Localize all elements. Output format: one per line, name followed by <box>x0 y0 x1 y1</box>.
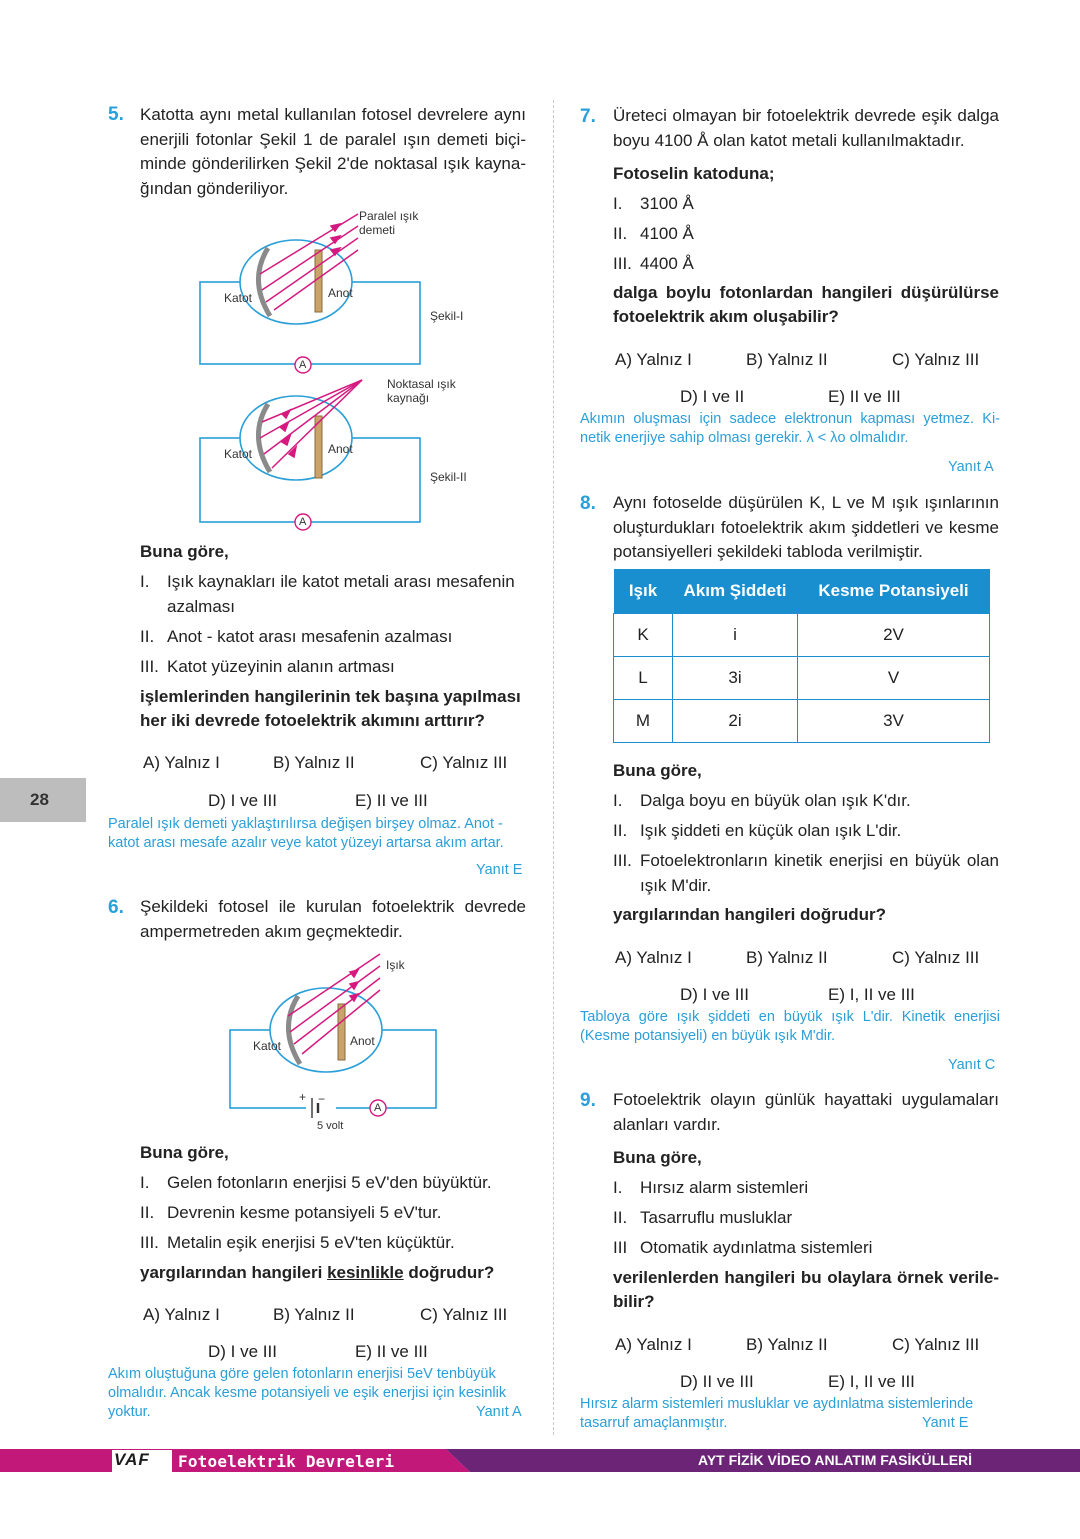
option-d[interactable]: D) I ve II <box>680 387 745 406</box>
question-line: fotoelektrik akım oluşabilir? <box>613 307 839 326</box>
stem: Fotoselin katoduna; <box>613 164 775 183</box>
anot-label: Anot <box>328 286 353 300</box>
option-b[interactable]: B) Yalnız II <box>746 350 828 369</box>
text-line: Katotta aynı metal kullanılan fotosel devrelere aynı <box>140 105 526 124</box>
question-line: verilenlerden hangileri bu olaylara örnek verile- <box>613 1268 999 1287</box>
item-numeral: II. <box>613 821 628 840</box>
stem: Buna göre, <box>140 542 229 561</box>
item-text: 4100 Å <box>640 224 694 243</box>
solution-line: Hırsız alarm sistemleri musluklar ve aydınlatma sistemlerinde <box>580 1396 974 1412</box>
option-a[interactable]: A) Yalnız I <box>615 948 692 967</box>
item-text: Hırsız alarm sistemleri <box>640 1178 809 1197</box>
solution-line: katot arası mesafe azalır veye katot yüzeyi artarsa akım artar. <box>108 835 504 851</box>
table-header: Kesme Potansiyeli <box>798 569 990 614</box>
table-cell: L <box>614 657 673 700</box>
item-text: Katot yüzeyinin alanın artması <box>167 657 395 676</box>
text-line: potansiyelleri şekildeki tabloda verilmiştir. <box>613 542 923 561</box>
table-header: Işık <box>614 569 673 614</box>
item-numeral: II. <box>613 1208 628 1227</box>
table-cell: 3i <box>673 657 798 700</box>
solution-line: olmalıdır. Ancak kesme potansiyeli ve eşik enerjisi için kesinlik <box>108 1385 507 1401</box>
anot-label: Anot <box>350 1034 375 1048</box>
option-b[interactable]: B) Yalnız II <box>273 1305 355 1324</box>
option-a[interactable]: A) Yalnız I <box>615 1335 692 1354</box>
question-number: 8. <box>580 493 596 514</box>
katot-label: Katot <box>253 1039 282 1053</box>
figure-caption: Şekil-I <box>430 309 464 323</box>
solution-line: netik enerjiye sahip olması gerekir. λ < λo olmalıdır. <box>580 430 909 446</box>
text-line: Üreteci olmayan bir fotoelektrik devrede eşik dalga <box>613 106 999 125</box>
option-d[interactable]: D) I ve III <box>680 985 749 1004</box>
solution-text <box>108 815 528 853</box>
anode-plate <box>315 250 322 312</box>
solution-text <box>580 1008 1000 1046</box>
answer-label: Yanıt E <box>922 1415 969 1431</box>
item-text: Metalin eşik enerjisi 5 eV'ten küçüktür. <box>167 1233 455 1252</box>
option-c[interactable]: C) Yalnız III <box>420 753 508 772</box>
stem: Buna göre, <box>613 1148 702 1167</box>
ammeter-label: A <box>299 516 307 528</box>
option-e[interactable]: E) I, II ve III <box>828 1372 915 1391</box>
text-line: Aynı fotoselde düşürülen K, L ve M ışık ışınlarının <box>613 493 999 512</box>
beam-label: Paralel ışık demeti <box>359 209 419 237</box>
solution-line: yoktur. <box>108 1404 151 1420</box>
table-cell: V <box>798 657 990 700</box>
item-numeral: I. <box>140 1173 150 1192</box>
vaf-logo: VAF <box>114 1450 150 1469</box>
source-label: Noktasal ışık kaynağı <box>387 377 456 405</box>
item-text: Işık kaynakları ile katot metali arası mesafenin <box>167 572 515 591</box>
ammeter-label: A <box>374 1102 382 1114</box>
chapter-title: Fotoelektrik Devreleri <box>178 1452 395 1471</box>
question-line: dalga boylu fotonlardan hangileri düşürülürse <box>613 283 999 302</box>
text-line: boyu 4100 Å olan katot metali kullanılmaktadır. <box>613 130 965 150</box>
question-text <box>140 103 526 201</box>
text-line: minde gönderilirken Şekil 2'de noktasal ışık kayna- <box>140 154 526 173</box>
column-divider <box>553 100 554 1435</box>
question-number: 7. <box>580 106 596 127</box>
item-numeral: II. <box>140 627 155 646</box>
option-a[interactable]: A) Yalnız I <box>615 350 692 369</box>
question-number: 9. <box>580 1090 596 1111</box>
option-c[interactable]: C) Yalnız III <box>892 1335 980 1354</box>
table-header: Akım Şiddeti <box>673 569 798 614</box>
item-numeral: III. <box>613 851 632 870</box>
item-numeral: III <box>613 1238 628 1257</box>
table-cell: M <box>614 700 673 743</box>
solution-line: Akım oluştuğuna göre gelen fotonların enerjisi 5eV tenbüyük <box>108 1366 496 1382</box>
option-e[interactable]: E) II ve III <box>355 791 428 810</box>
stem: Buna göre, <box>140 1143 229 1162</box>
item-text: Anot - katot arası mesafenin azalması <box>167 627 453 646</box>
question-text <box>140 895 526 944</box>
question-text <box>613 1088 999 1137</box>
question-text <box>613 491 999 565</box>
option-d[interactable]: D) I ve III <box>208 1342 277 1361</box>
table-cell: 3V <box>798 700 990 743</box>
anot-label: Anot <box>328 442 353 456</box>
question-part: doğrudur? <box>408 1263 495 1282</box>
question-line: her iki devrede fotoelektrik akımını arttırır? <box>140 711 485 730</box>
text-line: enerjili fotonlar Şekil 1 de paralel ışın demeti biçi- <box>140 129 526 149</box>
series-title: AYT FİZİK VİDEO ANLATIM FASİKÜLLERİ <box>698 1452 973 1468</box>
answer-label: Yanıt E <box>476 862 523 878</box>
battery-plus: + <box>299 1090 307 1104</box>
option-c[interactable]: C) Yalnız III <box>892 948 980 967</box>
text-line: alanları vardır. <box>613 1114 721 1134</box>
item-text: 3100 Å <box>640 194 694 213</box>
item-numeral: II. <box>140 1203 155 1222</box>
item-numeral: III. <box>613 254 632 273</box>
text-line: ğından gönderiliyor. <box>140 178 289 198</box>
solution-line: Akımın oluşması için sadece elektronun kapması yetmez. Ki- <box>580 411 1000 427</box>
data-table <box>613 569 990 743</box>
beam-label: Işık <box>386 958 405 972</box>
table-cell: 2i <box>673 700 798 743</box>
battery-label: 5 volt <box>317 1120 344 1132</box>
option-d[interactable]: D) II ve III <box>680 1372 754 1391</box>
question-line: işlemlerinden hangilerinin tek başına yapılması <box>140 687 521 706</box>
option-a[interactable]: A) Yalnız I <box>143 1305 220 1324</box>
table-row <box>614 614 990 657</box>
question-text <box>613 104 999 153</box>
item-numeral: I. <box>140 572 150 591</box>
question-line <box>140 1263 494 1283</box>
page-number: 28 <box>30 790 49 809</box>
item-text: 4400 Å <box>640 254 694 273</box>
ammeter-label: A <box>299 359 307 371</box>
table-row <box>614 657 990 700</box>
stem: Buna göre, <box>613 761 702 780</box>
text-line: oluşturdukları fotoelektrik akım şiddetleri ve kesme <box>613 517 999 537</box>
table-cell: i <box>673 614 798 657</box>
text-line: ampermetreden akım geçmektedir. <box>140 921 403 941</box>
option-e[interactable]: E) II ve III <box>828 387 901 406</box>
page-number-tab <box>0 778 86 822</box>
solution-text <box>108 1365 528 1422</box>
item-numeral: III. <box>140 657 159 676</box>
table-cell: K <box>614 614 673 657</box>
option-d[interactable]: D) I ve III <box>208 791 277 810</box>
question-number: 6. <box>108 897 124 918</box>
answer-label: Yanıt C <box>948 1057 996 1073</box>
option-a[interactable]: A) Yalnız I <box>143 753 220 772</box>
question-line: bilir? <box>613 1292 655 1311</box>
question-number: 5. <box>108 104 124 125</box>
table-row <box>614 700 990 743</box>
table-cell: 2V <box>798 614 990 657</box>
text-line: Şekildeki fotosel ile kurulan fotoelektrik devrede <box>140 897 526 916</box>
item-numeral: I. <box>613 791 623 810</box>
option-b[interactable]: B) Yalnız II <box>746 1335 828 1354</box>
item-text: Otomatik aydınlatma sistemleri <box>640 1238 873 1257</box>
option-b[interactable]: B) Yalnız II <box>746 948 828 967</box>
katot-label: Katot <box>224 447 253 461</box>
solution-line: tasarruf amaçlanmıştır. <box>580 1415 728 1431</box>
option-e[interactable]: E) II ve III <box>355 1342 428 1361</box>
item-numeral: III. <box>140 1233 159 1252</box>
answer-label: Yanıt A <box>476 1404 522 1420</box>
item-text: Dalga boyu en büyük olan ışık K'dır. <box>640 791 911 810</box>
solution-line: Tabloya göre ışık şiddeti en büyük ışık L'dir. Kinetik enerjisi <box>580 1009 1000 1025</box>
item-text: Tasarruflu musluklar <box>640 1208 793 1227</box>
answer-label: Yanıt A <box>948 459 994 475</box>
item-text: Fotoelektronların kinetik enerjisi en büyük olan <box>640 851 999 870</box>
figure-caption: Şekil-II <box>430 470 467 484</box>
item-text: Işık şiddeti en küçük olan ışık L'dir. <box>640 821 902 840</box>
option-c[interactable]: C) Yalnız III <box>420 1305 508 1324</box>
item-text: Devrenin kesme potansiyeli 5 eV'tur. <box>167 1203 442 1222</box>
solution-text <box>580 410 1000 448</box>
solution-line: (Kesme potansiyeli) en büyük ışık M'dir. <box>580 1028 836 1044</box>
item-numeral: II. <box>613 224 628 243</box>
item-text: Gelen fotonların enerjisi 5 eV'den büyüktür. <box>167 1173 492 1192</box>
item-numeral: I. <box>613 194 623 213</box>
anode-plate <box>338 1004 345 1060</box>
solution-line: Paralel ışık demeti yaklaştırılırsa değişen birşey olmaz. Anot - <box>108 816 503 832</box>
question-line: yargılarından hangileri doğrudur? <box>613 905 886 924</box>
item-text: ışık M'dir. <box>640 876 712 895</box>
item-numeral: I. <box>613 1178 623 1197</box>
table-header-row <box>614 569 990 614</box>
text-line: Fotoelektrik olayın günlük hayattaki uygulamaları <box>613 1090 999 1109</box>
option-e[interactable]: E) I, II ve III <box>828 985 915 1004</box>
item-text: azalması <box>167 597 236 616</box>
battery-minus: − <box>318 1092 326 1106</box>
option-b[interactable]: B) Yalnız II <box>273 753 355 772</box>
katot-label: Katot <box>224 291 253 305</box>
option-c[interactable]: C) Yalnız III <box>892 350 980 369</box>
question-keyword: kesinlikle <box>327 1263 404 1282</box>
question-part: yargılarından hangileri <box>140 1263 323 1282</box>
